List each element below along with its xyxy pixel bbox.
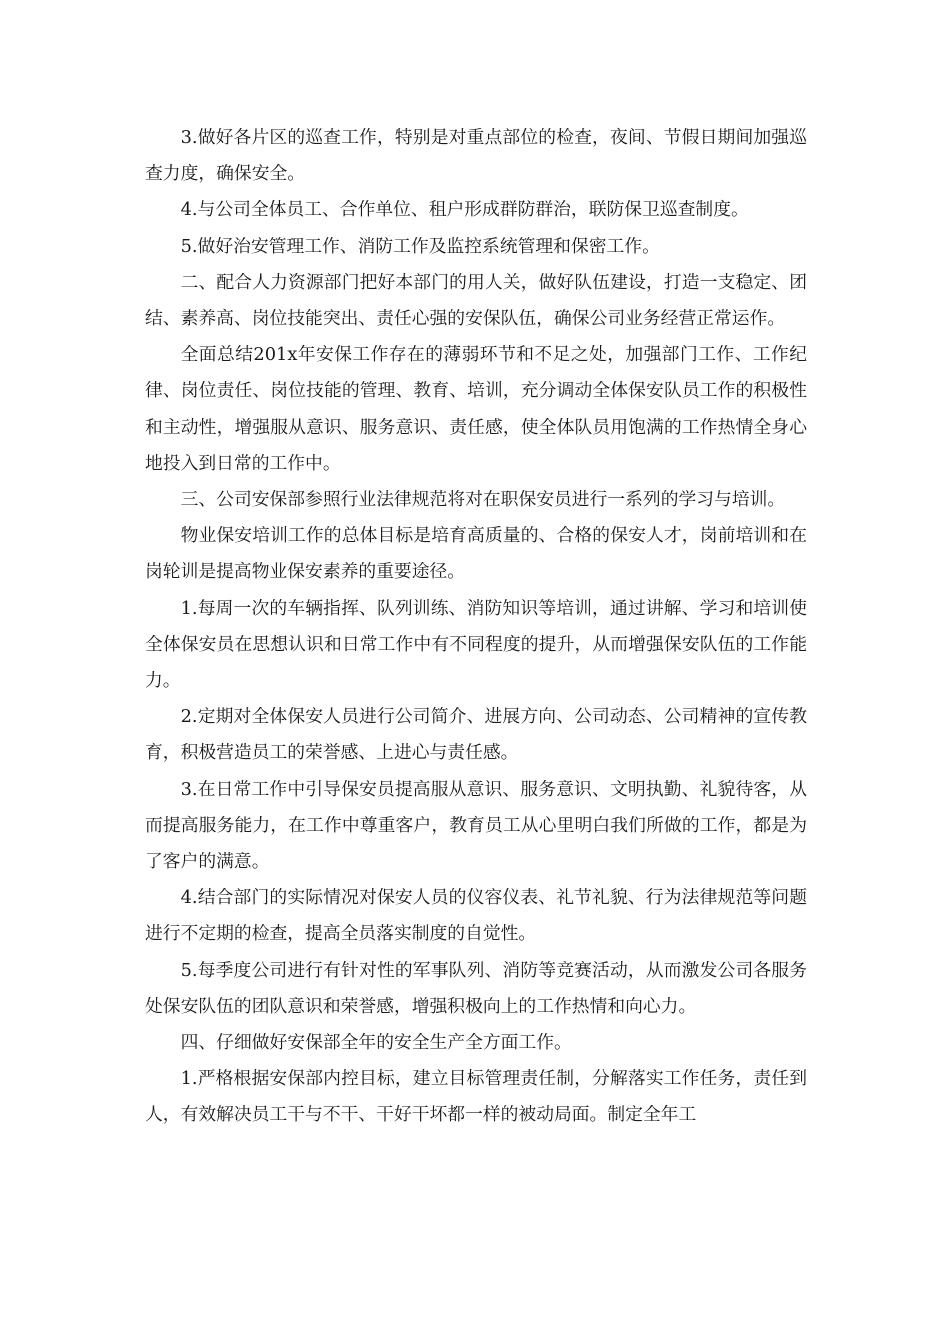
paragraph: 3.做好各片区的巡查工作，特别是对重点部位的检查，夜间、节假日期间加强巡查力度，确保安全。 (145, 127, 807, 185)
paragraph: 三、公司安保部参照行业法律规范将对在职保安员进行一系列的学习与培训。 (180, 489, 786, 511)
paragraph: 1.每周一次的车辆指挥、队列训练、消防知识等培训，通过讲解、学习和培训使全体保安员在思想认识和日常工作中有不同程度的提升，从而增强保安队伍的工作能力。 (145, 597, 807, 692)
paragraph: 四、仔细做好安保部全年的安全生产全方面工作。 (180, 1032, 572, 1054)
paragraph: 物业保安培训工作的总体目标是培育高质量的、合格的保安人才，岗前培训和在岗轮训是提高物业保安素养的重要途径。 (145, 525, 807, 583)
document-body (145, 120, 807, 1134)
paragraph: 5.每季度公司进行有针对性的军事队列、消防等竞赛活动，从而激发公司各服务处保安队伍的团队意识和荣誉感，增强积极向上的工作热情和向心力。 (145, 959, 807, 1017)
paragraph: 1.严格根据安保部内控目标，建立目标管理责任制，分解落实工作任务，责任到人，有效解决员工干与不干、干好干坏都一样的被动局面。制定全年工 (145, 1068, 807, 1126)
paragraph: 3.在日常工作中引导保安员提高服从意识、服务意识、文明执勤、礼貌待客，从而提高服务能力，在工作中尊重客户，教育员工从心里明白我们所做的工作，都是为了客户的满意。 (145, 778, 807, 873)
paragraph: 2.定期对全体保安人员进行公司简介、进展方向、公司动态、公司精神的宣传教育，积极营造员工的荣誉感、上进心与责任感。 (145, 706, 807, 764)
paragraph: 4.与公司全体员工、合作单位、租户形成群防群治，联防保卫巡查制度。 (180, 199, 749, 221)
paragraph: 全面总结201x年安保工作存在的薄弱环节和不足之处，加强部门工作、工作纪律、岗位责任、岗位技能的管理、教育、培训，充分调动全体保安队员工作的积极性和主动性，增强服从意识、服务意识、责任感，使全体队员用饱满的工作热情全身心地投入到日常的工作中。 (145, 344, 807, 474)
paragraph: 5.做好治安管理工作、消防工作及监控系统管理和保密工作。 (180, 235, 660, 257)
paragraph: 二、配合人力资源部门把好本部门的用人关，做好队伍建设，打造一支稳定、团结、素养高、岗位技能突出、责任心强的安保队伍，确保公司业务经营正常运作。 (145, 271, 807, 330)
paragraph: 4.结合部门的实际情况对保安人员的仪容仪表、礼节礼貌、行为法律规范等问题进行不定期的检查，提高全员落实制度的自觉性。 (145, 887, 807, 945)
